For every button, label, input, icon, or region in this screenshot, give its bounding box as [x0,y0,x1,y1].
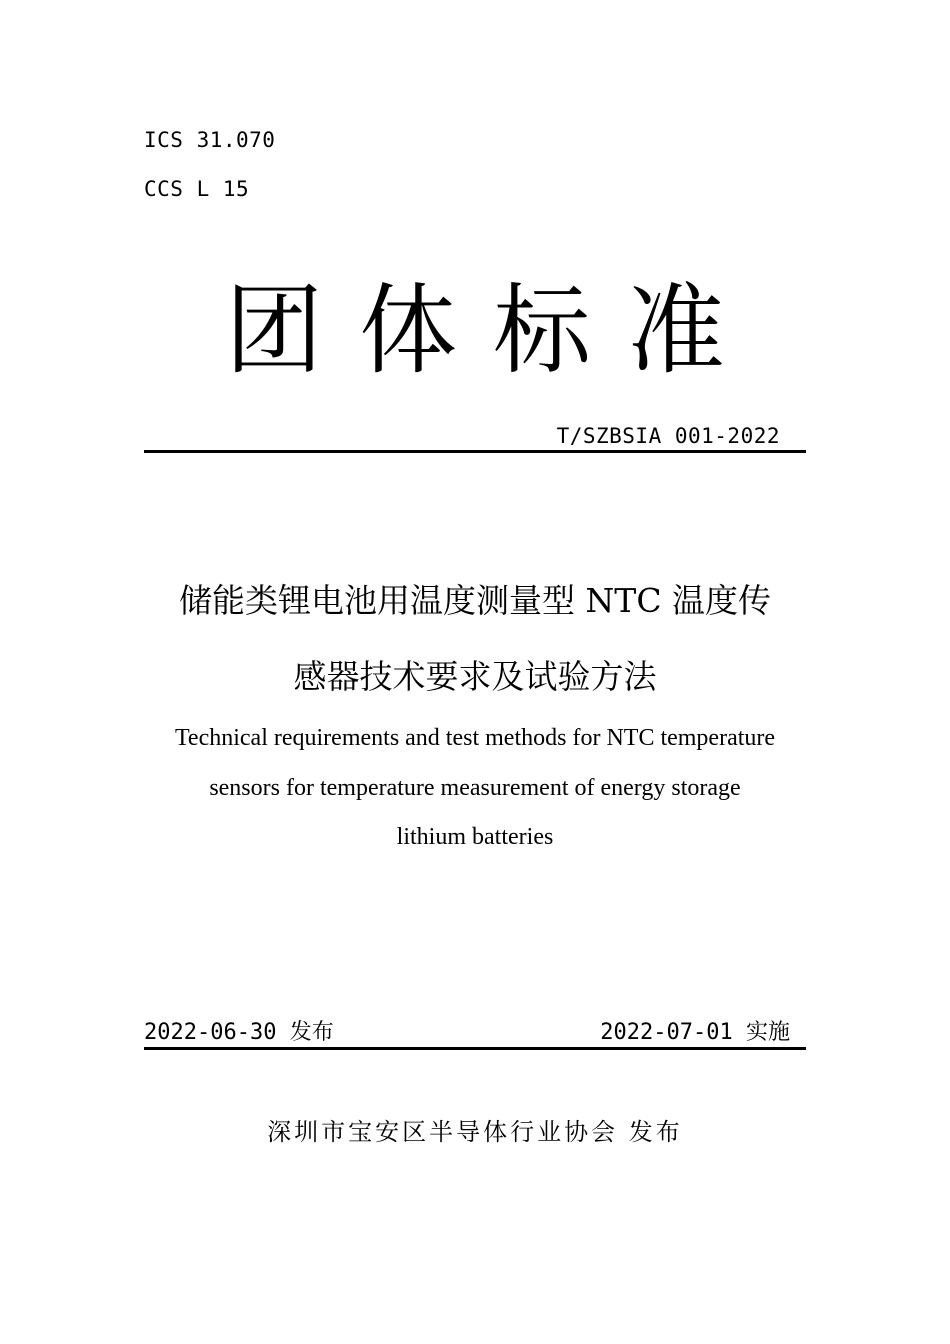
chinese-title-line-2: 感器技术要求及试验方法 [293,657,657,696]
footer-divider [144,1047,806,1050]
document-type-title: 团体标准 [224,274,761,388]
ics-code: ICS 31.070 [144,128,276,152]
english-title-line-2: sensors for temperature measurement of energy storage [209,775,741,801]
english-title-line-1: Technical requirements and test methods for NTC temperature [174,725,776,751]
english-title-line-3: lithium batteries [396,824,554,850]
publish-date: 2022-06-30 发布 [144,1020,334,1045]
chinese-title-line-1: 储能类锂电池用温度测量型 NTC 温度传 [178,581,772,620]
header-divider [144,450,806,453]
standard-number: T/SZBSIA 001-2022 [556,424,780,448]
effective-date: 2022-07-01 实施 [600,1020,790,1045]
ccs-code: CCS L 15 [144,177,250,201]
issuing-organization: 深圳市宝安区半导体行业协会 发布 [267,1118,683,1146]
